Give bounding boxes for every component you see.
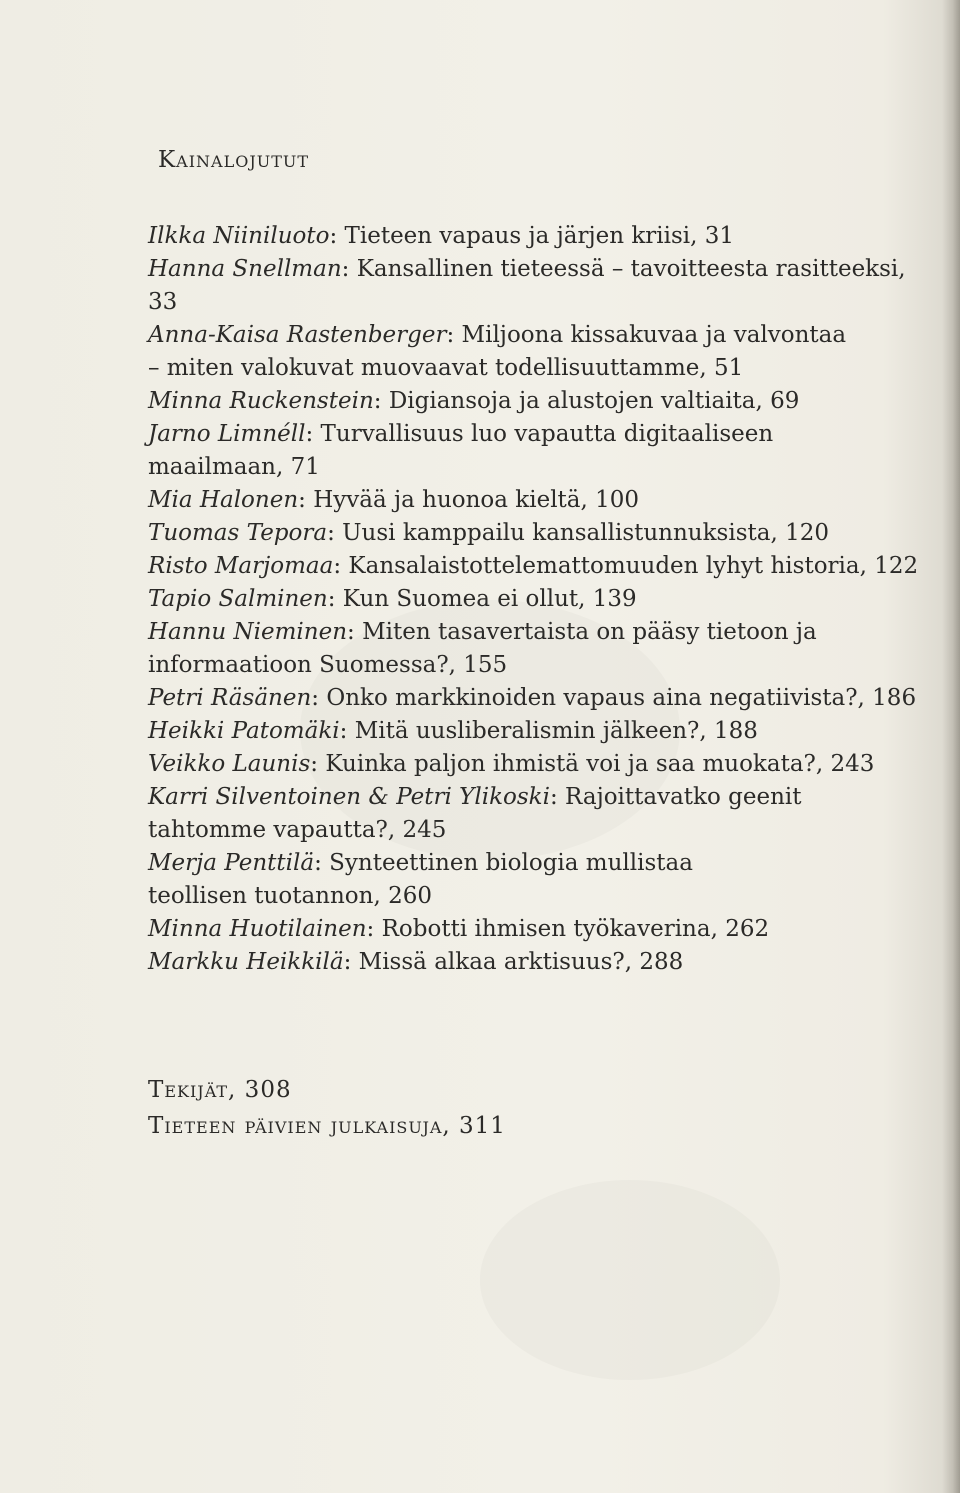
entry-author: Veikko Launis (148, 751, 311, 777)
entry-author: Minna Ruckenstein (148, 388, 374, 414)
entry-title: : Onko markkinoiden vapaus aina negatiivista?, 186 (311, 685, 917, 711)
entry-author: Minna Huotilainen (148, 916, 367, 942)
entry-author: Mia Halonen (148, 487, 299, 513)
entry-title: : Robotti ihmisen työkaverina, 262 (366, 916, 770, 942)
list-item (148, 847, 938, 913)
entry-title: : Synteettinen biologia mullistaa teollisen tuotannon, 260 (148, 850, 693, 909)
entry-title: : Tieteen vapaus ja järjen kriisi, 31 (329, 223, 735, 249)
list-item (148, 913, 938, 946)
entry-title: : Kansallinen tieteessä – tavoitteesta rasitteeksi, 33 (148, 256, 906, 315)
footer-item-publications: Tieteen päivien julkaisuja, 311 (148, 1113, 506, 1139)
list-item (148, 781, 938, 847)
footer-list (148, 1072, 506, 1144)
entry-author: Merja Penttilä (148, 850, 315, 876)
entry-title: : Miten tasavertaista on pääsy tietoon ja informaatioon Suomessa?, 155 (148, 619, 817, 678)
list-item (148, 682, 938, 715)
entry-title: : Rajoittavatko geenit tahtomme vapautta?, 245 (148, 784, 802, 843)
list-item (148, 748, 938, 781)
list-item (148, 319, 938, 385)
list-item (148, 946, 938, 979)
entry-title: : Kansalaistottelemattomuuden lyhyt historia, 122 (333, 553, 919, 579)
entry-author: Risto Marjomaa (148, 553, 334, 579)
list-item (148, 616, 938, 682)
entry-author: Ilkka Niiniluoto (148, 223, 330, 249)
list-item (148, 220, 938, 253)
list-item (148, 484, 938, 517)
entry-author: Hanna Snellman (148, 256, 342, 282)
section-title: Kainalojutut (158, 147, 310, 173)
entry-title: : Digiansoja ja alustojen valtiaita, 69 (373, 388, 800, 414)
footer-item-authors: Tekijät, 308 (148, 1077, 292, 1103)
entry-author: Jarno Limnéll (148, 421, 306, 447)
entry-title: : Uusi kamppailu kansallistunnuksista, 120 (327, 520, 829, 546)
entry-title: : Mitä uusliberalismin jälkeen?, 188 (339, 718, 758, 744)
entry-author: Tuomas Tepora (148, 520, 328, 546)
entry-title: : Hyvää ja huonoa kieltä, 100 (298, 487, 640, 513)
list-item (148, 253, 938, 319)
entry-title: : Turvallisuus luo vapautta digitaaliseen maailmaan, 71 (148, 421, 774, 480)
entry-list (148, 220, 938, 979)
entry-title: : Miljoona kissakuvaa ja valvontaa – miten valokuvat muovaavat todellisuuttamme, 51 (148, 322, 847, 381)
list-item (148, 715, 938, 748)
list-item (148, 583, 938, 616)
list-item (148, 550, 938, 583)
entry-title: : Kuinka paljon ihmistä voi ja saa muokata?, 243 (310, 751, 875, 777)
entry-author: Petri Räsänen (148, 685, 312, 711)
entry-author: Tapio Salminen (148, 586, 328, 612)
entry-author: Heikki Patomäki (148, 718, 340, 744)
list-item (148, 517, 938, 550)
list-item (148, 385, 938, 418)
entry-title: : Kun Suomea ei ollut, 139 (327, 586, 637, 612)
entry-author: Hannu Nieminen (148, 619, 348, 645)
entry-author: Karri Silventoinen & Petri Ylikoski (148, 784, 550, 810)
list-item (148, 418, 938, 484)
entry-author: Anna-Kaisa Rastenberger (148, 322, 447, 348)
entry-title: : Missä alkaa arktisuus?, 288 (343, 949, 684, 975)
entry-author: Markku Heikkilä (148, 949, 344, 975)
